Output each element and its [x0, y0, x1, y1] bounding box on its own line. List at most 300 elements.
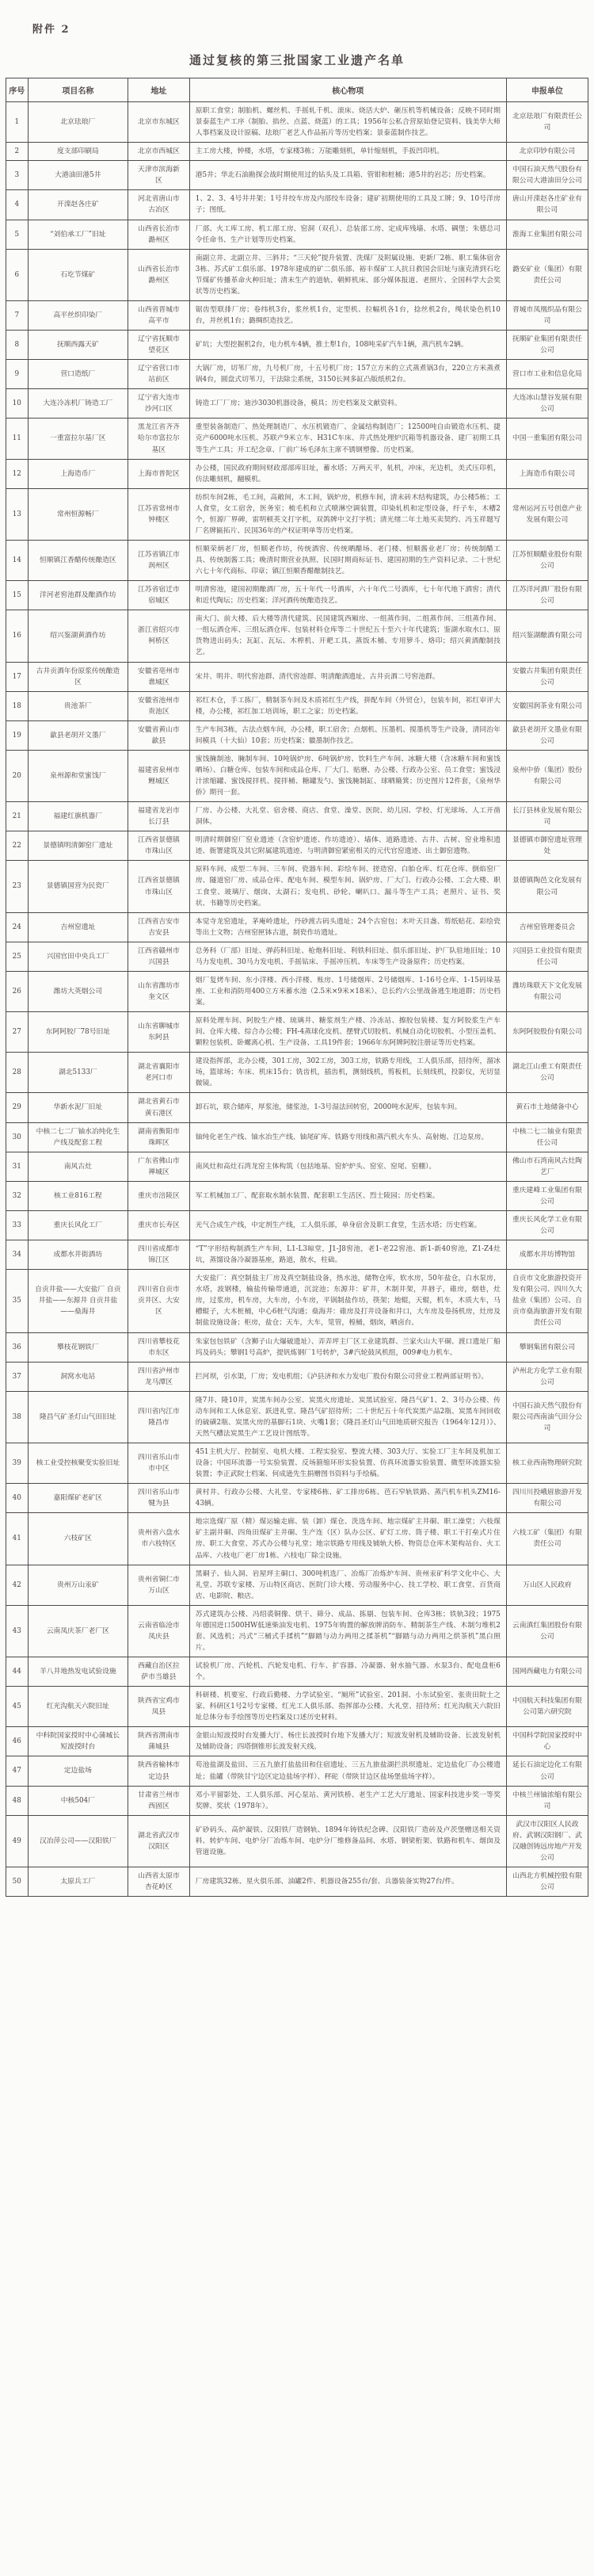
project-name-cell: 常州恒源畅厂	[28, 488, 128, 540]
reporting-unit-cell: 武汉市汉阳区人民政府、武钢汉阳钢厂、武汉融创铸远房地产开发公司	[506, 1815, 588, 1867]
core-items-cell: 铀纯化老生产线、铀水冶生产线、铀尾矿库、铁路专用线和蒸汽机火车头、高射炮、江边泵房。	[189, 1122, 506, 1152]
project-name-cell: 六枝矿区	[28, 1513, 128, 1565]
row-index-cell: 12	[6, 459, 29, 488]
column-header-address: 地址	[128, 78, 190, 102]
table-row	[6, 1513, 588, 1565]
project-name-cell: 景德镇国营为民瓷厂	[28, 861, 128, 912]
table-row	[6, 1270, 588, 1332]
address-cell: 江苏省宿迁市宿城区	[128, 581, 190, 610]
core-items-cell: 1、2、3、4号井井架；1号井绞车房及内部绞车设备；建矿初期使用的工具及工牌；9、10号洋房子；图纸。	[189, 190, 506, 220]
table-row	[6, 1391, 588, 1443]
address-cell: 江西省景德镇市珠山区	[128, 861, 190, 912]
project-name-cell: 歙县老胡开文墨厂	[28, 720, 128, 750]
project-name-cell: 恒顺镇江香醋传统酿造区	[28, 540, 128, 580]
address-cell: 四川省自贡市贡井区、大安区	[128, 1270, 190, 1332]
project-name-cell: 中科院国家授时中心蒲城长短波授时台	[28, 1727, 128, 1756]
table-row	[6, 610, 588, 662]
core-items-cell: 主工房大楼，钟楼，水塔，专家楼3栋；万能雕刻机，单针缩刻机，手扳凹印机。	[189, 143, 506, 161]
row-index-cell: 37	[6, 1362, 29, 1391]
row-index-cell: 36	[6, 1332, 29, 1362]
address-cell: 贵州省铜仁市万山区	[128, 1565, 190, 1605]
project-name-cell: 嘉阳煤矿老矿区	[28, 1484, 128, 1513]
address-cell: 安徽省亳州市谯城区	[128, 662, 190, 691]
table-row	[6, 1815, 588, 1867]
address-cell: 山西省长治市潞州区	[128, 220, 190, 249]
address-cell: 安徽省池州市贵池区	[128, 691, 190, 720]
table-row	[6, 249, 588, 300]
project-name-cell: 景德镇明清御窑厂遗址	[28, 831, 128, 861]
project-name-cell: 高平丝织印染厂	[28, 300, 128, 330]
reporting-unit-cell: 中国石油天然气股份有限公司西南油气田分公司	[506, 1391, 588, 1443]
project-name-cell: 绍兴鉴湖黄酒作坊	[28, 610, 128, 662]
reporting-unit-cell: 唐山开滦赵各庄矿业有限公司	[506, 190, 588, 220]
address-cell: 河北省唐山市古冶区	[128, 190, 190, 220]
reporting-unit-cell: 抚顺矿业集团有限责任公司	[506, 331, 588, 360]
row-index-cell: 34	[6, 1240, 29, 1270]
reporting-unit-cell: 重庆长风化学工业有限公司	[506, 1210, 588, 1240]
reporting-unit-cell: 上海造币有限公司	[506, 459, 588, 488]
reporting-unit-cell: 成都水井坊博物馆	[506, 1240, 588, 1270]
project-name-cell: 攀枝花钢铁厂	[28, 1332, 128, 1362]
address-cell: 北京市东城区	[128, 102, 190, 143]
address-cell: 云南省临沧市凤庆县	[128, 1605, 190, 1657]
project-name-cell: 抚顺西露天矿	[28, 331, 128, 360]
reporting-unit-cell: 四川川投峨眉旅游开发有限公司	[506, 1484, 588, 1513]
core-items-cell: 办公楼，国民政府期间财政部部库旧址，蓄水塔；万两天平，轧机，冲床，光边机，美式压印机，仿法雕刻机，翻模机。	[189, 459, 506, 488]
core-items-cell: 隆7井、隆10井，炭黑车间办公室、炭黑火房遗址、炭黑试验室、隆昌气矿1、2、3号办公楼、传动车间和工人休息室、跃进礼堂、隆昌气矿招待所；二十世纪五十年代炭黑产品2瓶、炭黑车间回收的硫磺2瓶、炭黑火房的基脚石1块、火嘴1套；《隆昌圣灯山气田地质研究报告（1964年12月）》、天然气槽法炭黑生产工艺设计图纸等。	[189, 1391, 506, 1443]
reporting-unit-cell: 常州运河五号创意产业发展有限公司	[506, 488, 588, 540]
table-row	[6, 161, 588, 190]
row-index-cell: 14	[6, 540, 29, 580]
address-cell: 四川省攀枝花市东区	[128, 1332, 190, 1362]
row-index-cell: 47	[6, 1756, 29, 1786]
project-name-cell: 北京珐琅厂	[28, 102, 128, 143]
table-row	[6, 143, 588, 161]
table-row	[6, 1867, 588, 1896]
row-index-cell: 31	[6, 1152, 29, 1181]
reporting-unit-cell: 泸州北方化学工业有限公司	[506, 1362, 588, 1391]
project-name-cell: 南风古灶	[28, 1152, 128, 1181]
address-cell: 北京市西城区	[128, 143, 190, 161]
reporting-unit-cell: 国网西藏电力有限公司	[506, 1657, 588, 1687]
project-name-cell: 度支部印刷局	[28, 143, 128, 161]
core-items-cell: 苏式建筑办公楼、冯绍裘铜像、烘干、筛分、成品、拣剔、包装车间、仓库3栋；铁轨3段；1975年德国进口500HW低速柴油发电机、1975年购置的解放牌消防车、精制茶生产线、木制匀堆机2套、风选机；冯式“三桶式手揉机”“脚踏与动力两用之揉茶机”“脚踏与动力两用之烘茶机”黑白照片。	[189, 1605, 506, 1657]
core-items-cell: 邓小平留影处、工人俱乐部、河心泵站、黄河铁桥、老生产工艺大厅遗址、国家科技进步奖一等奖奖牌、奖状（1978年）。	[189, 1786, 506, 1815]
reporting-unit-cell: 重庆建峰工业集团有限公司	[506, 1181, 588, 1210]
row-index-cell: 35	[6, 1270, 29, 1332]
row-index-cell: 18	[6, 691, 29, 720]
project-name-cell: 中核504厂	[28, 1786, 128, 1815]
core-items-cell: 原料车间、成型二车间、三车间、瓷器车间、彩绘车间、搓造窑、白胎仓库、红花仓库、倒焰窑厂房、隧道窑厂房、成品仓库、配电车间、模型车间、锅炉房、厂大门、行政办公楼、工会大楼、职工食堂、玻璃厅、烟囱、太湖石；发电机、砂轮、喇叭口、漏斗等生产工具；老照片、证书、奖状、书籍等历史档案。	[189, 861, 506, 912]
project-name-cell: 营口造纸厂	[28, 360, 128, 389]
table-row	[6, 1786, 588, 1815]
core-items-cell: 建设指挥部，北办公楼，301工房，302工房，303工房，铁路专用线，工人俱乐部，招待所，溜冰场，篮球场；车床、机床15台；铣齿机，插齿机，测刻线机，剪板机，长刻线机，投影仪，光切显微镜。	[189, 1053, 506, 1093]
table-row	[6, 912, 588, 942]
row-index-cell: 19	[6, 720, 29, 750]
address-cell: 山东省聊城市东阿县	[128, 1012, 190, 1053]
project-name-cell: 泉州源和堂蜜饯厂	[28, 750, 128, 801]
project-name-cell: 羊八井地热发电试验设施	[28, 1657, 128, 1687]
reporting-unit-cell: 吉州窑管理委员会	[506, 912, 588, 942]
core-items-cell: 总务科（厂部）旧址、弹药科旧址、枪炮科旧址、利铁科旧址、俱乐部旧址、护厂队驻地旧址；10马力发电机、30马力发电机、手摇钻床、手摇冲压机、车床等生产设备原件；历史档案。	[189, 942, 506, 971]
reporting-unit-cell: 核工业西南物理研究院	[506, 1443, 588, 1484]
address-cell: 重庆市长寿区	[128, 1210, 190, 1240]
core-items-cell: 原职工食堂；制胎机、螺丝机、手摇轧千机、滚床、烧活大炉、砸压机等机械设备；反映不同时期景泰蓝生产工序（制胎、掐丝、点蓝、烧蓝）的工具；1956年公私合营原始登记资料、钱美华大师人事档案及设计原稿、珐琅厂老艺人作品拓片等历史档案；景泰蓝制作技艺。	[189, 102, 506, 143]
row-index-cell: 24	[6, 912, 29, 942]
address-cell: 四川省乐山市市中区	[128, 1443, 190, 1484]
table-row	[6, 1565, 588, 1605]
row-index-cell: 39	[6, 1443, 29, 1484]
core-items-cell: 蜜饯腌制池、腌制车间、10吨锅炉房、6吨锅炉房、饮料生产车间、冰糖大楼（含冰糖车间和蜜饯晒场）、白糖仓库、包装车间和成品仓库、厂大门、贴磨、办公楼、行政办公室、员工食堂；蜜饯浸汁浓缩罐、蜜饯搅拌机、搅拌桶、糖罐发勺、蜜饯腌制缸、球晒簸箕；历史图片12件套，《泉州华侨》期刊一套。	[189, 750, 506, 801]
reporting-unit-cell: 中国石油天然气股份有限公司大港油田分公司	[506, 161, 588, 190]
project-name-cell: 石圪节煤矿	[28, 249, 128, 300]
reporting-unit-cell: 自贡市文化旅游投资开发有限公司、四川久大盐业（集团）公司、自贡市燊海旅游开发有限责任公司	[506, 1270, 588, 1332]
core-items-cell: 原料处理车间、阿胶生产楼、琉璃井、糖浆剂生产楼、冷冻站、擦胶包装楼、复方阿胶浆生产车间、仓库大楼、综合办公楼；FH-4蒸球化皮机、摆臂式切胶机、机械自动化切胶机、小型压盖机、颗粒包装机、卧螺离心机、生产设备、工具19件套；1966年东阿牌阿胶注册证等历史档案。	[189, 1012, 506, 1053]
row-index-cell: 44	[6, 1657, 29, 1687]
project-name-cell: 中核二七二厂铀水冶纯化生产线及配套工程	[28, 1122, 128, 1152]
table-row	[6, 300, 588, 330]
row-index-cell: 22	[6, 831, 29, 861]
address-cell: 福建省龙岩市长汀县	[128, 802, 190, 831]
row-index-cell: 41	[6, 1513, 29, 1565]
row-index-cell: 42	[6, 1565, 29, 1605]
address-cell: 安徽省黄山市歙县	[128, 720, 190, 750]
heritage-table	[6, 78, 588, 1897]
reporting-unit-cell: 中核兰州铀浓缩有限公司	[506, 1786, 588, 1815]
address-cell: 陕西省渭南市蒲城县	[128, 1727, 190, 1756]
row-index-cell: 3	[6, 161, 29, 190]
reporting-unit-cell: 北京印钞有限公司	[506, 143, 588, 161]
row-index-cell: 26	[6, 971, 29, 1011]
project-name-cell: “刘伯承工厂”旧址	[28, 220, 128, 249]
row-index-cell: 49	[6, 1815, 29, 1867]
project-name-cell: 上海造币厂	[28, 459, 128, 488]
reporting-unit-cell: 营口市工业和信息化局	[506, 360, 588, 389]
project-name-cell: 东阿阿胶厂78号旧址	[28, 1012, 128, 1053]
address-cell: 辽宁省抚顺市望花区	[128, 331, 190, 360]
core-items-cell: 大安盐厂：真空制盐主厂房及真空制盐设备，热水池，储物仓库，软水房，50年盐仓，白水泵房，水塔，波钢楼，输盐传输带通道，沉淀池；东源井：矿井，木制井架，井唇子，碓房，烟巷，灶房，过浆房，机车房，大车房，小车房，平锅制盐作坊，筷架；地辊，天辊，机车，木质大车，马槽辊子，大木桩桶，中心6桩气沟通；燊海井：碓房及打井设备和井口，大车房及卷扬机房，灶房及制盐设施设备；柜房，盐仓；天车，大车，笕管，楻桶，烟囱，晒卤台。	[189, 1270, 506, 1332]
project-name-cell: 定边盐场	[28, 1756, 128, 1786]
project-name-cell: 贵州万山汞矿	[28, 1565, 128, 1605]
address-cell: 贵州省六盘水市六枝特区	[128, 1513, 190, 1565]
address-cell: 四川省乐山市犍为县	[128, 1484, 190, 1513]
project-name-cell: 贵池茶厂	[28, 691, 128, 720]
core-items-cell: 本觉寺龙窑遗址，茅庵岭遗址，丹砂渡古码头遗址；24个古窑包；木叶天目盏、剪纸贴花、彩绘瓷等出土文物；吉州窑匣钵古道，制瓷作坊遗址。	[189, 912, 506, 942]
row-index-cell: 23	[6, 861, 29, 912]
table-row	[6, 190, 588, 220]
project-name-cell: 汉冶萍公司——汉阳铁厂	[28, 1815, 128, 1867]
address-cell: 辽宁省大连市沙河口区	[128, 389, 190, 419]
project-name-cell: 兴国官田中央兵工厂	[28, 942, 128, 971]
reporting-unit-cell: 兴国县工业投资有限责任公司	[506, 942, 588, 971]
table-row	[6, 1687, 588, 1727]
row-index-cell: 33	[6, 1210, 29, 1240]
reporting-unit-cell: 江苏洋河酒厂股份有限公司	[506, 581, 588, 610]
table-row	[6, 691, 588, 720]
row-index-cell: 10	[6, 389, 29, 419]
table-row	[6, 1210, 588, 1240]
reporting-unit-cell: 淮海工业集团有限公司	[506, 220, 588, 249]
address-cell: 甘肃省兰州市西固区	[128, 1786, 190, 1815]
project-name-cell: 一重富拉尔基厂区	[28, 419, 128, 459]
table-row	[6, 942, 588, 971]
project-name-cell: 大连冷冻机厂铸造工厂	[28, 389, 128, 419]
core-items-cell: 试验机厂房、汽轮机、汽轮发电机、行车、扩容器、冷凝器、射水抽气器、水泵3台、配电盘柜6个。	[189, 1657, 506, 1687]
table-row	[6, 802, 588, 831]
row-index-cell: 16	[6, 610, 29, 662]
table-row	[6, 1093, 588, 1122]
address-cell: 山西省太原市杏花岭区	[128, 1867, 190, 1896]
project-name-cell: 潍坊大英烟公司	[28, 971, 128, 1011]
row-index-cell: 45	[6, 1687, 29, 1727]
core-items-cell: 祁红木仓，手工拣厂，精制茶车间及木质祁红生产线，拼配车间（外贸仓），包装车间，祁红审评大楼，办公楼，祁红加工培训场，职工之家；历史档案。	[189, 691, 506, 720]
project-name-cell: 太原兵工厂	[28, 1867, 128, 1896]
address-cell: 江苏省常州市钟楼区	[128, 488, 190, 540]
table-row	[6, 1727, 588, 1756]
address-cell: 陕西省宝鸡市凤县	[128, 1687, 190, 1727]
row-index-cell: 13	[6, 488, 29, 540]
row-index-cell: 1	[6, 102, 29, 143]
project-name-cell: 吉州窑遗址	[28, 912, 128, 942]
table-row	[6, 1181, 588, 1210]
table-row	[6, 1240, 588, 1270]
reporting-unit-cell: 山西北方机械控股有限公司	[506, 1867, 588, 1896]
reporting-unit-cell: 延长石油定边化工有限公司	[506, 1756, 588, 1786]
column-header-project-name: 项目名称	[28, 78, 128, 102]
core-items-cell: 金银山短波授时台发播大厅、杨庄长波授时台地下发播大厅；短波发射机及辅助设备、长波发射机及辅助设备；四塔倒锥形长波发射天线。	[189, 1727, 506, 1756]
reporting-unit-cell: 湖北江山重工有限责任公司	[506, 1053, 588, 1093]
core-items-cell: 厂房建筑32栋、星火俱乐部、油罐2件、机器设备255台/套、兵器装备实物27台/件。	[189, 1867, 506, 1896]
column-header-core-items: 核心物项	[189, 78, 506, 102]
reporting-unit-cell: 江苏恒顺醋业股份有限公司	[506, 540, 588, 580]
row-index-cell: 43	[6, 1605, 29, 1657]
address-cell: 湖北省襄阳市老河口市	[128, 1053, 190, 1093]
row-index-cell: 50	[6, 1867, 29, 1896]
core-items-cell: 地宗选煤厂原（精）煤运输走廊、装（卸）煤仓、洗选车间、地宗煤矿主井硐、职工澡堂；六枝煤矿主副井硐、四角田煤矿主井硐、生产连（区）队办公区、矿灯工房、筒子楼、职工干打垒式片住房、职工大食堂、苏式办公楼与礼堂；地宗铁路专用线及铺轨大桥、物资总仓库木架构站台、火工品库、六枝电厂老厂房1栋、六枝电厂除尘设施。	[189, 1513, 506, 1565]
reporting-unit-cell: 佛山市石湾南风古灶陶艺厂	[506, 1152, 588, 1181]
reporting-unit-cell: 中核二七二铀业有限责任公司	[506, 1122, 588, 1152]
address-cell: 江西省景德镇市珠山区	[128, 831, 190, 861]
project-name-cell: 重庆长风化工厂	[28, 1210, 128, 1240]
address-cell: 四川省泸州市龙马潭区	[128, 1362, 190, 1391]
reporting-unit-cell: 景德镇陶邑文化发展有限公司	[506, 861, 588, 912]
row-index-cell: 7	[6, 300, 29, 330]
table-header-row	[6, 78, 588, 102]
table-row	[6, 540, 588, 580]
core-items-cell: 港5井；华北石油勘探会战时期使用过的钻头及工具箱、管钳和桩桶；港5井的岩芯；历史档案。	[189, 161, 506, 190]
table-row	[6, 1756, 588, 1786]
reporting-unit-cell: 长汀县林业发展有限公司	[506, 802, 588, 831]
core-items-cell: 朱家包包铁矿（含狮子山大爆破遗址）、弄弄坪主厂区工业建筑群、兰家火山大平硐、渡口遗址厂船坞及码头；攀钢1号高炉，提钒炼钢厂1号转炉，3#汽轮鼓风机组，009#电力机车。	[189, 1332, 506, 1362]
core-items-cell: 宋井、明井、明代窖池群、清代窖池群、明清酿酒遗址、古井贡酒二号窖池群。	[189, 662, 506, 691]
project-name-cell: 隆昌气矿圣灯山气田旧址	[28, 1391, 128, 1443]
table-row	[6, 581, 588, 610]
row-index-cell: 25	[6, 942, 29, 971]
table-row	[6, 389, 588, 419]
row-index-cell: 29	[6, 1093, 29, 1122]
address-cell: 江西省赣州市兴国县	[128, 942, 190, 971]
row-index-cell: 30	[6, 1122, 29, 1152]
project-name-cell: 洋河老窖池群及酿酒作坊	[28, 581, 128, 610]
row-index-cell: 17	[6, 662, 29, 691]
table-row	[6, 750, 588, 801]
row-index-cell: 11	[6, 419, 29, 459]
reporting-unit-cell: 北京珐琅厂有限责任公司	[506, 102, 588, 143]
project-name-cell: 开滦赵各庄矿	[28, 190, 128, 220]
reporting-unit-cell: 潞安矿业（集团）有限责任公司	[506, 249, 588, 300]
core-items-cell: 厂房、办公楼、大礼堂、宿舍楼、商店、食堂、澡堂、医院、幼儿园、学校、灯光球场、人工开凿洞体。	[189, 802, 506, 831]
address-cell: 西藏自治区拉萨市当雄县	[128, 1657, 190, 1687]
table-row	[6, 971, 588, 1011]
core-items-cell: 苟池盐湖及盐田、三五九旅打盐盐田和住宿遗址、三五九旅盐湖拦洪坝遗址、定边盐化厂办公楼遗址；盐罐（带陕甘宁边区定边盐场字样）、秤砣（带陕甘边区盐场堡盐场字样）。	[189, 1756, 506, 1786]
core-items-cell: 重型装备制造厂、热处理制造厂、水压机锻造厂、金属结构制造厂；12500吨自由锻造水压机、捷克产6000吨水压机、苏联产9米立车、H31C车床、井式热处理炉沉箱等机器设备、建厂初期工具等生产工具；开工纪念章、厂前广场毛泽东主席不锈钢塑像、历史档案。	[189, 419, 506, 459]
address-cell: 江苏省镇江市润州区	[128, 540, 190, 580]
address-cell: 湖北省武汉市汉阳区	[128, 1815, 190, 1867]
column-header-reporting-unit: 申报单位	[506, 78, 588, 102]
table-row	[6, 1443, 588, 1484]
project-name-cell: 福建红旗机器厂	[28, 802, 128, 831]
table-row	[6, 459, 588, 488]
core-items-cell: 光气合成生产线，中定剂生产线，工人俱乐部，单身宿舍及职工食堂，生活水塔；历史档案。	[189, 1210, 506, 1240]
table-row	[6, 1152, 588, 1181]
core-items-cell: 矿坑；大型挖掘机2台，电力机车4辆，推土犁1台，108吨采矿汽车1辆，蒸汽机车2辆。	[189, 331, 506, 360]
row-index-cell: 15	[6, 581, 29, 610]
row-index-cell: 21	[6, 802, 29, 831]
reporting-unit-cell: 歙县老胡开文墨业有限公司	[506, 720, 588, 750]
project-name-cell: 红光沟航天六院旧址	[28, 1687, 128, 1727]
table-row	[6, 1362, 588, 1391]
reporting-unit-cell: 东阿阿胶股份有限公司	[506, 1012, 588, 1053]
project-name-cell: 成都水井街酒坊	[28, 1240, 128, 1270]
row-index-cell: 6	[6, 249, 29, 300]
reporting-unit-cell: 潍坊珠联天下文化发展有限公司	[506, 971, 588, 1011]
table-row	[6, 331, 588, 360]
reporting-unit-cell: 绍兴鉴湖酿酒有限公司	[506, 610, 588, 662]
row-index-cell: 32	[6, 1181, 29, 1210]
core-items-cell: 矿砂码头、高炉凝铁、汉阳铁厂造钢轨、1894年铸铁纪念碑、汉阳铁厂造砖及卢茨堡赠送相关资料、转炉车间、电炉分厂冶炼车间、电炉分厂维修备品间、水塔、钢梁桁架、铁路和机车、烟囱及管道设施。	[189, 1815, 506, 1867]
project-name-cell: 核工业受控核聚变实验旧址	[28, 1443, 128, 1484]
row-index-cell: 46	[6, 1727, 29, 1756]
address-cell: 浙江省绍兴市柯桥区	[128, 610, 190, 662]
core-items-cell: 南副立井、北副立井、三斜井；“三天轮”提升装置、洗煤厂及附属设施、更新厂2栋、职工集体宿舍3栋、苏式矿工俱乐部、1978年建成的矿二俱乐部、裕丰煤矿工人抗日救国会旧址与康克清到石圪节煤矿传播革命火种旧址；清末生产的道轨、朝鲜机床、部分媒体报道、老照片、全国科学大会奖状等历史档案。	[189, 249, 506, 300]
table-row	[6, 102, 588, 143]
table-row	[6, 662, 588, 691]
core-items-cell: 卸石坑，联合储库，厚浆池，储浆池，1-3号湿法回转窑，2000吨水泥库，包装车间。	[189, 1093, 506, 1122]
column-header-index: 序号	[6, 78, 29, 102]
core-items-cell: 黑硐子、仙人洞、岩屋坪主硐口、300吨机选厂、冶炼厂冶炼炉车间、贵州汞矿科学文化中心、大礼堂、苏联专家楼、万山特区商店、医院门诊大楼、劳动服务中心、技工学校、职工食堂、百货商店、电影院、粮店。	[189, 1565, 506, 1605]
address-cell: 湖南省衡阳市珠晖区	[128, 1122, 190, 1152]
address-cell: 山东省潍坊市奎文区	[128, 971, 190, 1011]
table-row	[6, 1053, 588, 1093]
row-index-cell: 40	[6, 1484, 29, 1513]
row-index-cell: 28	[6, 1053, 29, 1093]
address-cell: 天津市滨海新区	[128, 161, 190, 190]
project-name-cell: 洞窝水电站	[28, 1362, 128, 1391]
core-items-cell: 黄村井、行政办公楼、大礼堂、专家楼6栋、矿工排房6栋、芭石窄轨铁路、蒸汽机车机头ZM16-43辆。	[189, 1484, 506, 1513]
reporting-unit-cell: 云南滇红集团股份有限公司	[506, 1605, 588, 1657]
core-items-cell: 锯齿型联排厂房；卷纬机3台，浆丝机1台，定型机、拉幅机各1台，捻丝机2台，绳状染色机10台，并丝机1台；潞绸织造技艺。	[189, 300, 506, 330]
project-name-cell: 自贡井盐——大安盐厂 自贡井盐——东源井 自贡井盐——燊海井	[28, 1270, 128, 1332]
table-row	[6, 220, 588, 249]
core-items-cell: 纺织车间2栋，毛工间，高敞间，木工间，锅炉房，机修车间，清末砖木结构建筑，办公楼5栋；工人食堂，女工宿舍，医务室；梳毛机和立式喷淋空调装置，印染轧机和定型设备，纡子车，木槽2个，恒源厂界碑，雷明顿英文打字机，双鸽牌中文打字机；清光绪二年土地买卖契约、冯玉祥题写厂名牌匾拓片、民国36年的产权证明单等历史档案。	[189, 488, 506, 540]
table-row	[6, 831, 588, 861]
address-cell: 四川省内江市隆昌市	[128, 1391, 190, 1443]
table-row	[6, 1122, 588, 1152]
project-name-cell: 核工业816工程	[28, 1181, 128, 1210]
address-cell: 山西省长治市潞州区	[128, 249, 190, 300]
reporting-unit-cell: 泉州中侨（集团）股份有限公司	[506, 750, 588, 801]
reporting-unit-cell: 攀钢集团有限公司	[506, 1332, 588, 1362]
core-items-cell: 明清时期御窑厂窑业遗迹（含窑炉遗迹、作坊遗迹）、墙体、道路遗迹、古井、古树、窑业堆积遗迹、衙署建筑及其它附属建筑遗迹、与明清御窑紧密相关的元代官窑遗迹、出土御窑遗物。	[189, 831, 506, 861]
address-cell: 辽宁省营口市站前区	[128, 360, 190, 389]
address-cell: 黑龙江省齐齐哈尔市富拉尔基区	[128, 419, 190, 459]
row-index-cell: 8	[6, 331, 29, 360]
address-cell: 山西省晋城市高平市	[128, 300, 190, 330]
row-index-cell: 20	[6, 750, 29, 801]
project-name-cell: 云南凤庆茶厂老厂区	[28, 1605, 128, 1657]
core-items-cell: 军工机械加工厂、配套取水制水装置、配套职工生活区、烈士陵园；历史档案。	[189, 1181, 506, 1210]
core-items-cell: “T”字形结构制酒生产车间，L1-L3晾堂，J1-J8窖池，老1-老22窖池、新1-新40窖池，Z1-Z4灶坑，蒸馏设备冷凝器基座，路道，散水，柱础。	[189, 1240, 506, 1270]
project-name-cell: 古井贡酒年份原浆传统酿造区	[28, 662, 128, 691]
row-index-cell: 4	[6, 190, 29, 220]
reporting-unit-cell: 景德镇市御窑遗址管理处	[506, 831, 588, 861]
table-row	[6, 1657, 588, 1687]
row-index-cell: 2	[6, 143, 29, 161]
page-title: 通过复核的第三批国家工业遗产名单	[188, 53, 405, 67]
reporting-unit-cell: 中国一重集团有限公司	[506, 419, 588, 459]
table-row	[6, 1332, 588, 1362]
reporting-unit-cell: 中国航天科技集团有限公司第六研究院	[506, 1687, 588, 1727]
core-items-cell: 451主机大厅、控制室、电机大楼、工程实验室、整流大楼、303大厅、实验工厂主车间及机加工设备；中国环流器一号实验装置、反场箍缩环形实验装置、仿真环流器实验装置、微型环流器实验装置；李正武院士档案、何成逊先生捐赠图书资料与手绘稿。	[189, 1443, 506, 1484]
reporting-unit-cell: 黄石市土地储备中心	[506, 1093, 588, 1122]
core-items-cell: 大锅厂房，切苇厂房，九号机厂房，十五号机厂房；157立方米的立式蒸煮锅3台，220立方米蒸煮锅4台，圆盘式切苇刀，干法除尘系统，3150长网多缸凸版纸机2台。	[189, 360, 506, 389]
table-row	[6, 1605, 588, 1657]
row-index-cell: 27	[6, 1012, 29, 1053]
core-items-cell: 明清窖池，建国初期酿酒厂房，五十年代一号酒库，六十年代二号酒库，七十年代地下酒窖；清代和近代陶坛；历史档案；洋河酒传统酿造技艺。	[189, 581, 506, 610]
reporting-unit-cell: 安徽国润茶业有限公司	[506, 691, 588, 720]
reporting-unit-cell: 万山区人民政府	[506, 1565, 588, 1605]
table-row	[6, 419, 588, 459]
table-row	[6, 488, 588, 540]
project-name-cell: 华新水泥厂旧址	[28, 1093, 128, 1122]
project-name-cell: 湖北5133厂	[28, 1053, 128, 1093]
address-cell: 陕西省榆林市定边县	[128, 1756, 190, 1786]
core-items-cell: 生产车间3栋，古法点烟车间，办公楼，职工宿舍；点烟机、压墨机、搅墨机等生产设备，清同治年间模具（十大仙）10套；历史档案；徽墨制作技艺。	[189, 720, 506, 750]
core-items-cell: 烟厂复烤车间、东小洋楼、西小洋楼、账房、1号储烟库、2号储烟库、1-16号仓库、1-15码垛基座、工业和消防用400立方米蓄水池（2.5米×9米×18米）、总长约六公里战备逃生地道群；历史档案。	[189, 971, 506, 1011]
core-items-cell: 科研楼、机要室、行政后勤楼、力学试验室、“厕所”试验室、201洞、小东试验室、张贵田院士之家、科研区1号2号专家楼、红光工人俱乐部、指挥部办公楼、大礼堂、招待所；红光沟航天六院旧址总体分布手绘图等历史档案及口述历史材料。	[189, 1687, 506, 1727]
attachment-label: 附件 2	[32, 24, 70, 36]
table-row	[6, 1012, 588, 1053]
reporting-unit-cell: 大连冰山慧谷发展有限公司	[506, 389, 588, 419]
row-index-cell: 5	[6, 220, 29, 249]
row-index-cell: 9	[6, 360, 29, 389]
core-items-cell: 拦河坝，引水渠，厂房；发电机组；《泸县济和水力发电厂股份有限公司营业工程两部证明书》。	[189, 1362, 506, 1391]
address-cell: 重庆市涪陵区	[128, 1181, 190, 1210]
address-cell: 湖北省黄石市黄石港区	[128, 1093, 190, 1122]
core-items-cell: 南风灶和高灶石湾龙窑主体构筑（包括地基、窑炉炉头、窑室、窑尾、窑棚）。	[189, 1152, 506, 1181]
row-index-cell: 38	[6, 1391, 29, 1443]
table-row	[6, 1484, 588, 1513]
core-items-cell: 恒顺荣炳老厂房，恒顺老作坊，传统酒窖、传统晒醋场、老门楼、恒顺酱业老厂房；传统制醋工具、传统制酱工具；晚清时期营业执照、民国时期商标证书、建国初期的生产资料记录、二十世纪六七十年代商标、印章；镇江恒顺香醋酿制技艺。	[189, 540, 506, 580]
reporting-unit-cell: 六枝工矿（集团）有限责任公司	[506, 1513, 588, 1565]
address-cell: 上海市普陀区	[128, 459, 190, 488]
core-items-cell: 南大门、前大楼、后大楼等清代建筑、民国建筑西厢房、一组蒸作间、二组蒸作间、三组蒸作间、一组坛酒仓库、三组坛酒仓库、包装材料仓库等二十世纪五十至六十年代建筑；鉴湖水取水口、原货物进出码头；瓦缸、瓦坛、木榨机、开耙工具、蒸饭木桶、专用箩斗、烙印；绍兴黄酒酿制技艺。	[189, 610, 506, 662]
table-row	[6, 720, 588, 750]
address-cell: 江西省吉安市吉安县	[128, 912, 190, 942]
table-row	[6, 360, 588, 389]
core-items-cell: 厂部、火工库工房、机工部工房、窑洞（双孔）、总装部工房、定成库残墙、水塔、碉堡；朱德总司令任命书、生产计划等历史档案。	[189, 220, 506, 249]
reporting-unit-cell: 晋城市凤凰织品有限公司	[506, 300, 588, 330]
